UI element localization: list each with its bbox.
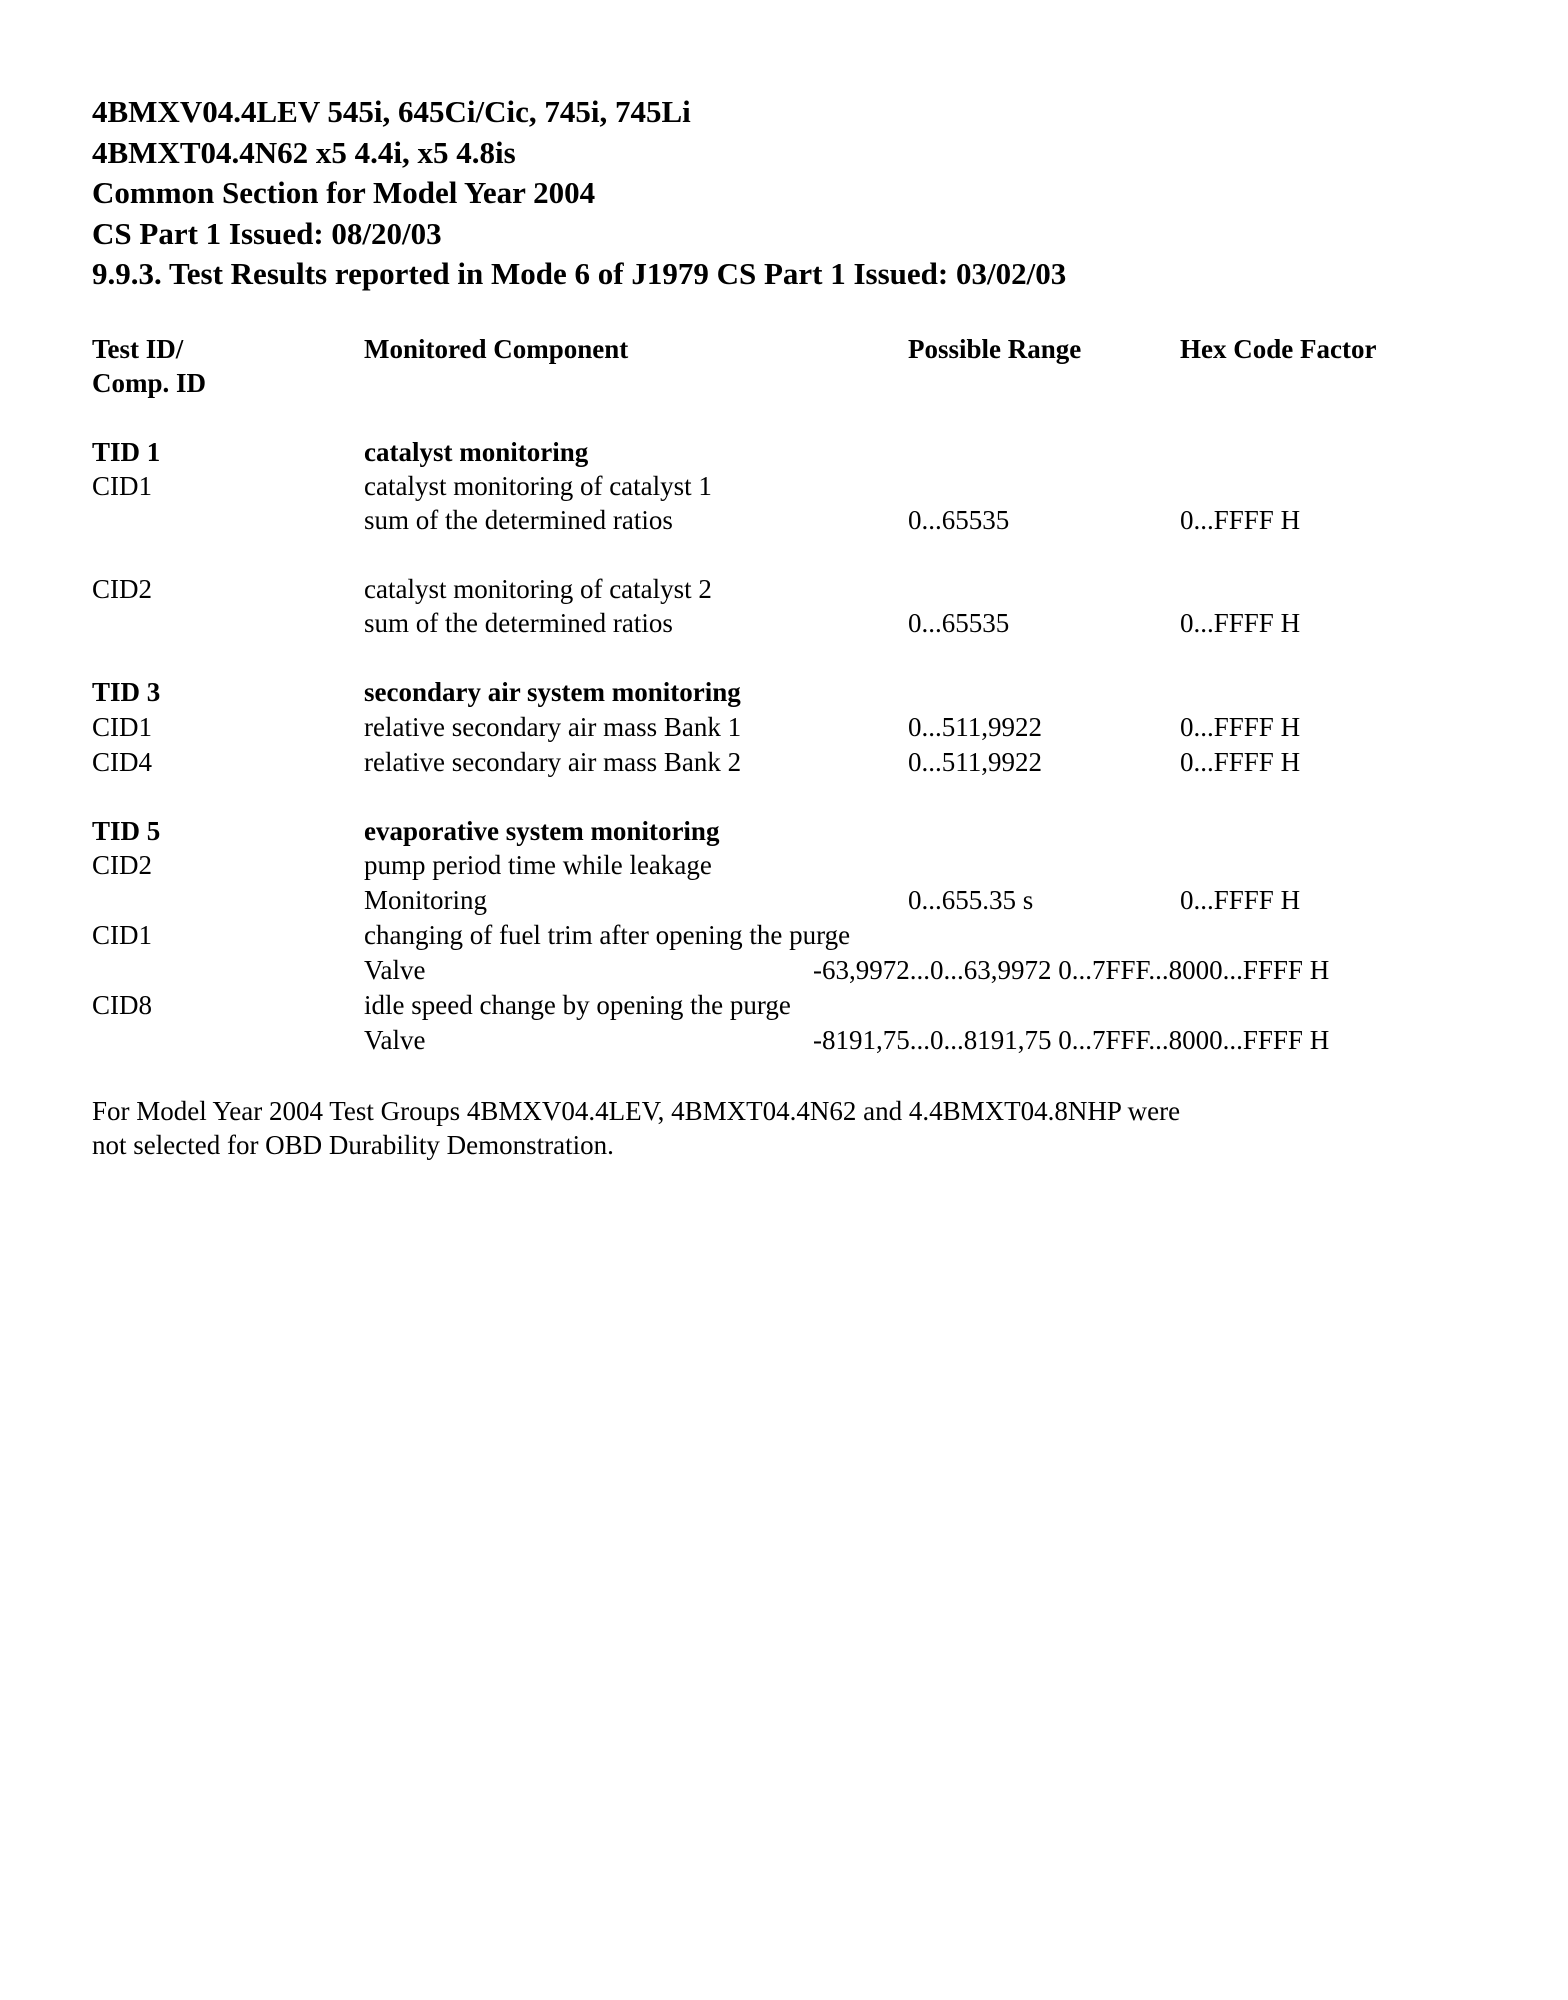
tid1-cid2-desc1: catalyst monitoring of catalyst 2 bbox=[364, 574, 712, 604]
tid5-cid8-range-hex: -8191,75...0...8191,75 0...7FFF...8000...FFFF H bbox=[813, 1025, 1330, 1055]
tid1-cid2-id: CID2 bbox=[92, 574, 152, 604]
tid5-cid2-desc2: Monitoring bbox=[364, 885, 488, 915]
tid3-cid4-hex: 0...FFFF H bbox=[1180, 747, 1301, 777]
heading-line-1: 4BMXV04.4LEV 545i, 645Ci/Cic, 745i, 745Li bbox=[92, 94, 691, 129]
tid1-cid1-desc1: catalyst monitoring of catalyst 1 bbox=[364, 471, 712, 501]
footer-line-1: For Model Year 2004 Test Groups 4BMXV04.4LEV, 4BMXT04.4N62 and 4.4BMXT04.8NHP were bbox=[92, 1096, 1181, 1126]
header-hex-code-factor: Hex Code Factor bbox=[1180, 334, 1377, 364]
header-test-id: Test ID/ bbox=[92, 334, 184, 364]
tid5-cid2-desc1: pump period time while leakage bbox=[364, 850, 712, 880]
tid5-cid2-id: CID2 bbox=[92, 850, 152, 880]
tid5-cid1-desc1: changing of fuel trim after opening the purge bbox=[364, 920, 851, 950]
tid1-cid1-desc2: sum of the determined ratios bbox=[364, 505, 673, 535]
tid3-cid1-range: 0...511,9922 bbox=[908, 712, 1042, 742]
tid3-title: secondary air system monitoring bbox=[364, 677, 741, 707]
tid1-id: TID 1 bbox=[92, 437, 161, 467]
tid5-cid1-id: CID1 bbox=[92, 920, 152, 950]
header-comp-id: Comp. ID bbox=[92, 368, 207, 398]
footer-note bbox=[92, 1094, 1392, 1162]
tid5-cid1-desc2: Valve bbox=[364, 955, 426, 985]
tid1-cid1-hex: 0...FFFF H bbox=[1180, 505, 1301, 535]
header-monitored-component: Monitored Component bbox=[364, 334, 629, 364]
tid1-cid1-id: CID1 bbox=[92, 471, 152, 501]
tid3-cid4-range: 0...511,9922 bbox=[908, 747, 1042, 777]
tid5-cid8-id: CID8 bbox=[92, 990, 152, 1020]
tid5-title: evaporative system monitoring bbox=[364, 816, 720, 846]
header-possible-range: Possible Range bbox=[908, 334, 1082, 364]
tid1-cid2-range: 0...65535 bbox=[908, 608, 1010, 638]
tid3-cid4-desc: relative secondary air mass Bank 2 bbox=[364, 747, 742, 777]
heading-line-4: CS Part 1 Issued: 08/20/03 bbox=[92, 215, 442, 251]
tid3-cid1-hex: 0...FFFF H bbox=[1180, 712, 1301, 742]
tid3-cid1-desc: relative secondary air mass Bank 1 bbox=[364, 712, 742, 742]
footer-line-2: not selected for OBD Durability Demonstration. bbox=[92, 1130, 614, 1160]
tid1-cid1-range: 0...65535 bbox=[908, 505, 1010, 535]
tid3-cid1-id: CID1 bbox=[92, 712, 152, 742]
tid3-id: TID 3 bbox=[92, 677, 161, 707]
tid3-cid4-id: CID4 bbox=[92, 747, 152, 777]
tid5-id: TID 5 bbox=[92, 816, 161, 846]
tid1-title: catalyst monitoring bbox=[364, 437, 589, 467]
tid5-cid8-desc2: Valve bbox=[364, 1025, 426, 1055]
heading-line-3: Common Section for Model Year 2004 bbox=[92, 175, 596, 210]
document-heading bbox=[92, 92, 1066, 295]
heading-line-2: 4BMXT04.4N62 x5 4.4i, x5 4.8is bbox=[92, 134, 516, 170]
heading-line-5: 9.9.3. Test Results reported in Mode 6 of J1979 CS Part 1 Issued: 03/02/03 bbox=[92, 256, 1067, 291]
tid5-cid8-desc1: idle speed change by opening the purge bbox=[364, 990, 791, 1020]
tid5-cid2-range: 0...655.35 s bbox=[908, 885, 1034, 915]
tid1-cid2-desc2: sum of the determined ratios bbox=[364, 608, 673, 638]
tid5-cid1-range-hex: -63,9972...0...63,9972 0...7FFF...8000...FFFF H bbox=[813, 955, 1330, 985]
tid5-cid2-hex: 0...FFFF H bbox=[1180, 885, 1301, 915]
tid1-cid2-hex: 0...FFFF H bbox=[1180, 608, 1301, 638]
